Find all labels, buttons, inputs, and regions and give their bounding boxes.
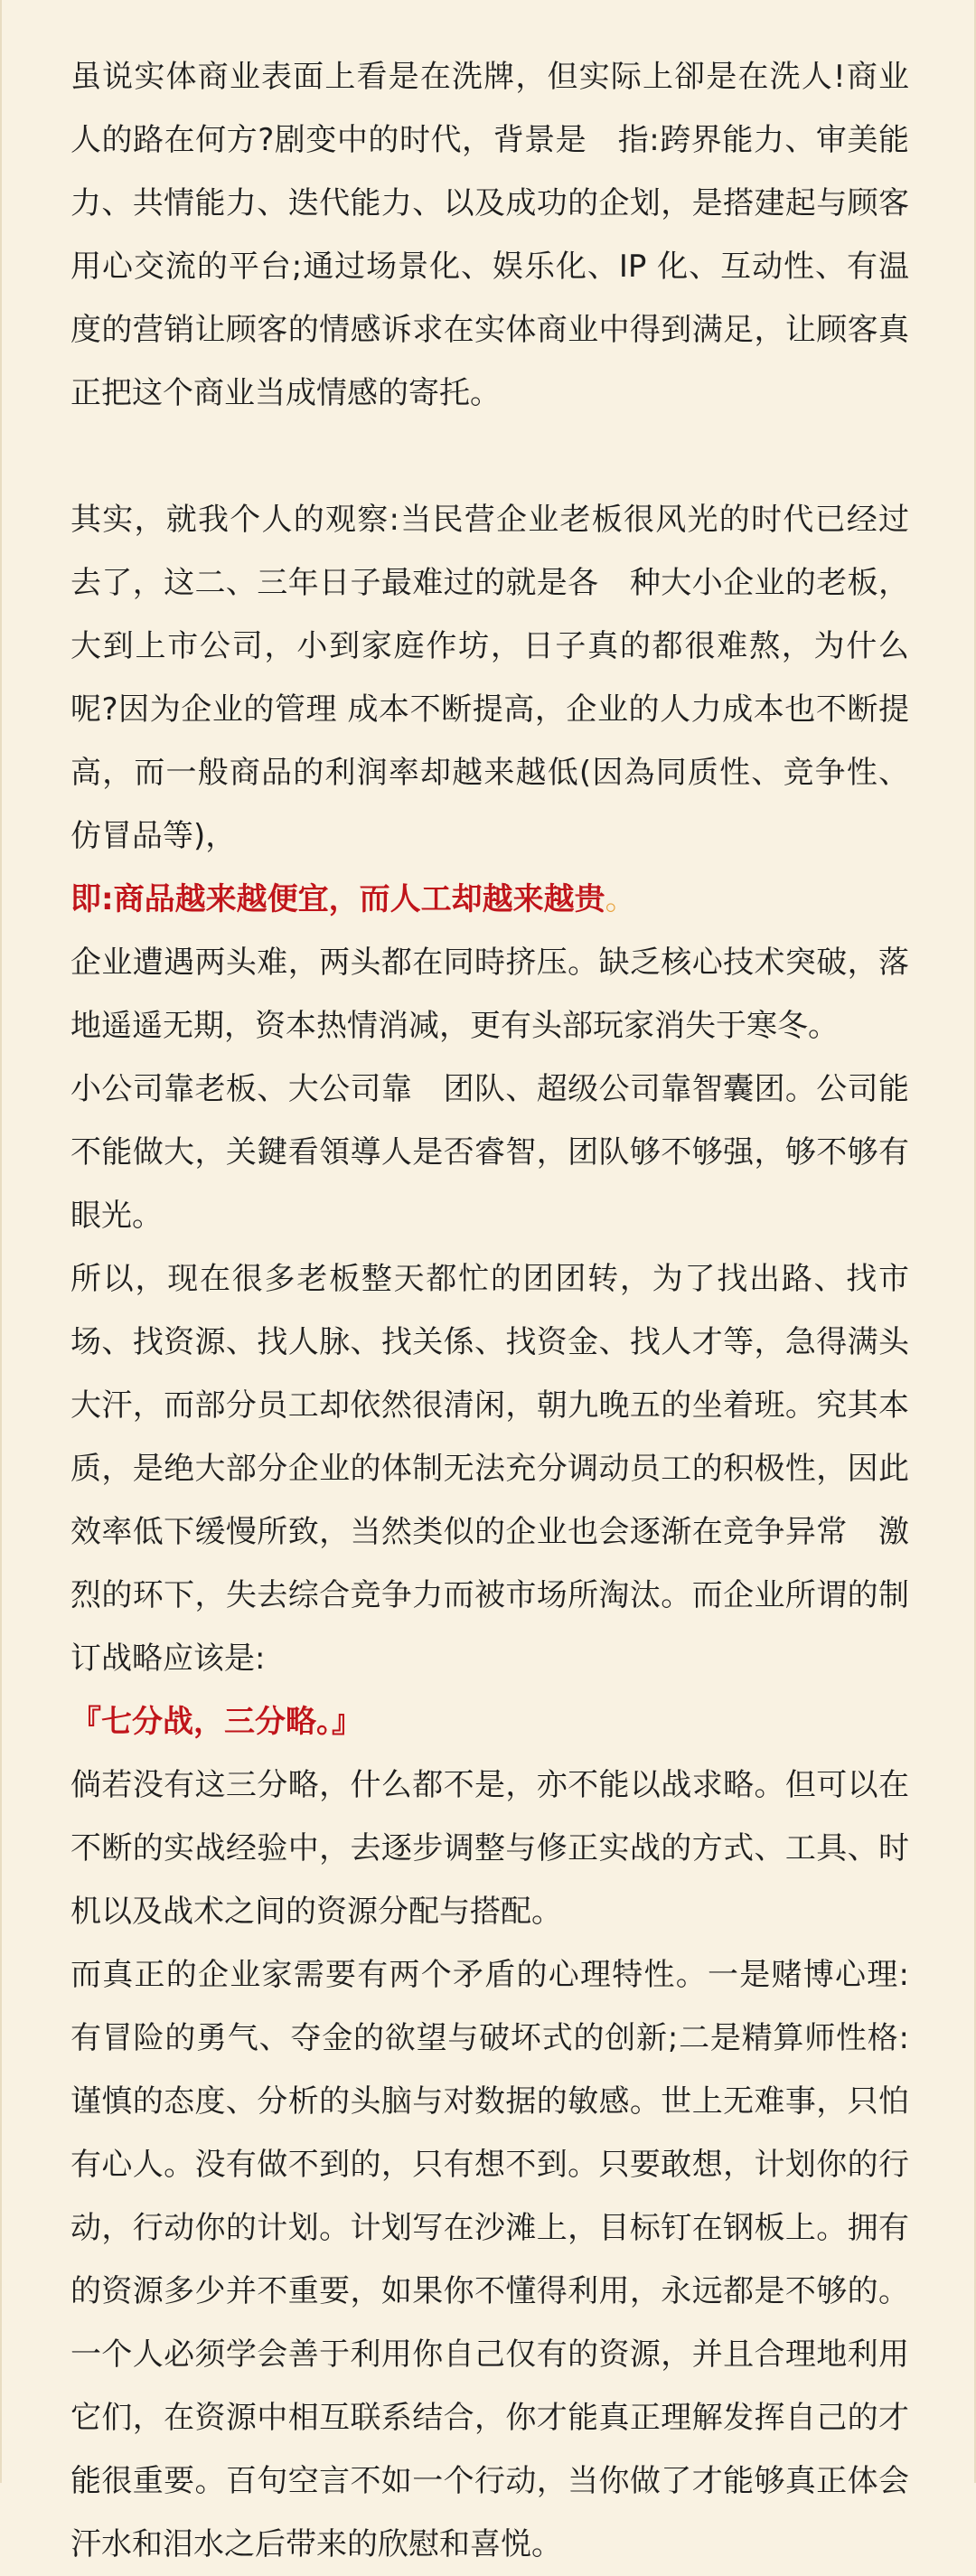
paragraph-strategy: 倘若没有这三分略，什么都不是，亦不能以战求略。但可以在不断的实战经验中，去逐步调整与修正实战的方式、工具、时机以及战术之间的资源分配与搭配。 [70, 1767, 909, 1930]
highlight-price-labor-text: 即:商品越来越便宜，而人工却越来越贵 [70, 881, 605, 917]
paragraph-busy-bosses: 所以，现在很多老板整天都忙的团团转，为了找出路、找市场、找资源、找人脉、找关係、找资金、找人才等，急得满头大汗，而部分员工却依然很清闲，朝九晚五的坐着班。究其本质，是绝大部分企业的体制无法充分调动员工的积极性，因此效率低下缓慢所致，当然类似的企业也会逐渐在竞争异常 激烈的环下，失去综合竞争力而被市场所淘汰。而企业所谓的制订战略应该是: [70, 1261, 909, 1677]
paragraph-dilemma: 企业遭遇两头难，两头都在同時挤压。缺乏核心技术突破，落地遥遥无期，资本热情消减，更有头部玩家消失于寒冬。 [70, 945, 909, 1044]
paragraph-entrepreneur: 而真正的企业家需要有两个矛盾的心理特性。一是赌博心理:有冒险的勇气、夺金的欲望与破坏式的创新;二是精算师性格:谨慎的态度、分析的头脑与对数据的敏感。世上无难事，只怕有心人。没有做不到的，只有想不到。只要敢想，计划你的行动，行动你的计划。计划写在沙滩上，目标钉在钢板上。拥有的资源多少并不重要，如果你不懂得利用，永远都是不够的。一个人必须学会善于利用你自己仅有的资源，并且合理地利用它们，在资源中相互联系结合，你才能真正理解发挥自己的才能很重要。百句空言不如一个行动，当你做了才能够真正体会汗水和泪水之后带来的欣慰和喜悦。 [70, 1957, 909, 2562]
paragraph-gap [70, 425, 909, 488]
paragraph-company-size: 小公司靠老板、大公司靠 团队、超级公司靠智囊团。公司能不能做大，关鍵看領導人是否睿智，团队够不够强，够不够有眼光。 [70, 1071, 909, 1234]
paragraph-observation: 其实，就我个人的观察:当民营企业老板很风光的时代已经过去了，这二、三年日子最难过的就是各 种大小企业的老板，大到上市公司，小到家庭作坊，日子真的都很难熬，为什么呢?因为企业的管理 成本不断提高，企业的人力成本也不断提高，而一般商品的利润率却越来越低(因為同质性、竞争性、仿冒品等)， [70, 502, 909, 854]
highlight-period: 。 [605, 881, 636, 917]
highlight-strategy-quote: 『七分战，三分略。』 [70, 1704, 362, 1740]
highlight-price-labor [70, 868, 909, 931]
paragraph-intro: 虽说实体商业表面上看是在洗牌，但实际上卻是在洗人!商业人的路在何方?剧变中的时代，背景是 指:跨界能力、审美能力、共情能力、迭代能力、以及成功的企划，是搭建起与顾客用心交流的平台;通过场景化、娱乐化、IP 化、互动性、有温度的营销让顾客的情感诉求在实体商业中得到满足，让顾客真正把这个商业当成情感的寄托。 [70, 59, 909, 411]
